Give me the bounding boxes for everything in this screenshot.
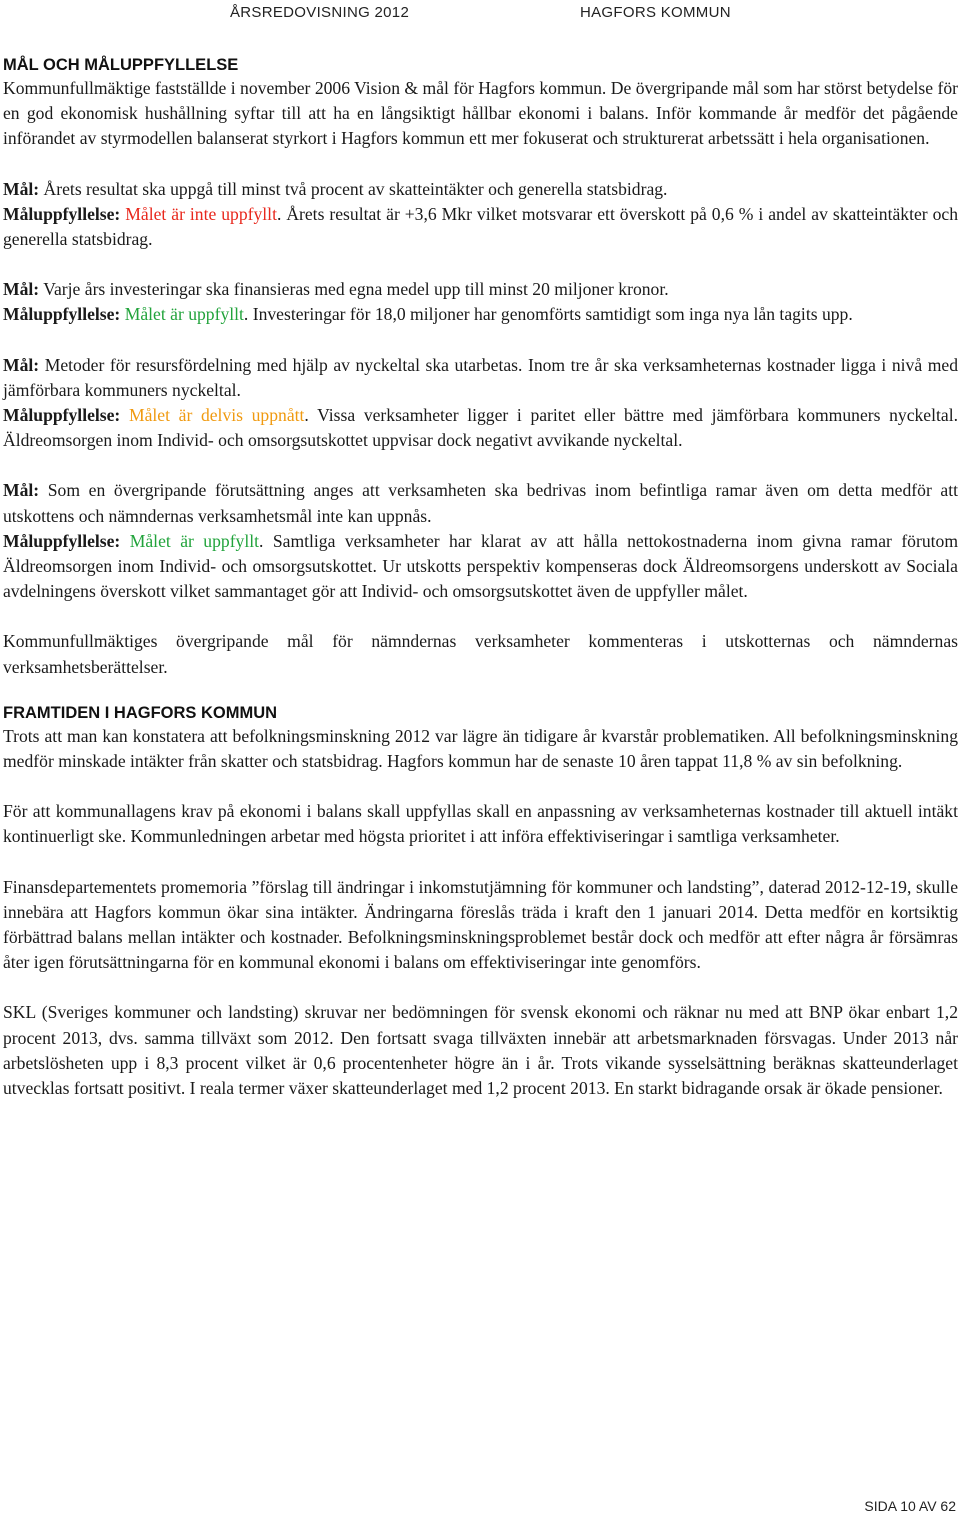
goal-3-fulfilment	[3, 403, 958, 453]
future-paragraph-1: Trots att man kan konstatera att befolkningsminskning 2012 var lägre än tidigare år kvarstår problematiken. All befolkningsminskning medför minskade intäkter från skatter och statsbidrag. Hagfors kommun har de senaste 10 åren tappat 11,8 % av sin befolkning.	[3, 725, 958, 772]
fulfilment-comment: . Investeringar för 18,0 miljoner har genomförts samtidigt som inga nya lån tagits upp.	[243, 304, 853, 325]
goal-text: Som en övergripande förutsättning anges att verksamheten ska bedrivas inom befintliga ramar även om detta medför att utskottens och nämndernas verksamhetsmål inte kan uppnås.	[3, 480, 958, 526]
fulfilment-label: Måluppfyllelse:	[3, 405, 121, 426]
fulfilment-comment: . Årets resultat är +3,6 Mkr vilket motsvarar ett överskott på 0,6 % i andel av skatteintäkter och generella statsbidrag.	[3, 203, 958, 250]
goal-label: Mål:	[3, 279, 40, 300]
goal-4	[3, 478, 958, 528]
goal-text: Årets resultat ska uppgå till minst två procent av skatteintäkter och generella statsbidrag.	[39, 178, 668, 199]
fulfilment-label: Måluppfyllelse:	[3, 203, 121, 224]
future-paragraph-4: SKL (Sveriges kommuner och landsting) skruvar ner bedömningen för svensk ekonomi och räknar nu med att BNP ökar enbart 1,2 procent 2013, dvs. samma tillväxt som 2012. Den fortsatt svaga tillväxten innebär att arbetsmarknaden försvagas. Under 2013 når arbetslösheten upp i 8,3 procent vilket är 0,6 procentenheter högre än i år. Trots vikande sysselsättning beräknas skatteunderlaget utvecklas fortsatt positivt. I reala termer växer skatteunderlaget med 1,2 procent 2013. En starkt bidragande orsak är ökade pensioner.	[3, 1002, 958, 1099]
status-not-fulfilled: Målet är inte uppfyllt	[125, 203, 277, 224]
section-heading-future: FRAMTIDEN I HAGFORS KOMMUN	[3, 703, 278, 722]
fulfilment-label: Måluppfyllelse:	[3, 304, 121, 325]
goal-label: Mål:	[3, 480, 40, 501]
status-partially-fulfilled: Målet är delvis uppnått	[128, 405, 305, 426]
page-number: SIDA 10 AV 62	[864, 1498, 956, 1514]
status-fulfilled: Målet är uppfyllt	[124, 304, 244, 325]
page-header	[0, 0, 960, 34]
goal-2-fulfilment	[3, 302, 958, 327]
goal-4-fulfilment	[3, 529, 958, 605]
goal-label: Mål:	[3, 178, 40, 199]
header-report-title: ÅRSREDOVISNING 2012	[230, 4, 410, 21]
fulfilment-label: Måluppfyllelse:	[3, 530, 121, 551]
fulfilment-comment: . Samtliga verksamheter har klarat av att hålla nettokostnaderna inom givna ramar förutom Äldreomsorgen inom Individ- och omsorgsutskottet. Ur utskotts perspektiv kompenseras dock Äldreomsorgens underskott av Sociala avdelningens överskott vilket sammantaget gör att Individ- och omsorgsutskottet även de uppfyller målet.	[3, 530, 958, 602]
closing-paragraph: Kommunfullmäktiges övergripande mål för nämndernas verksamheter kommenteras i utskotternas och nämndernas verksamhetsberättelser.	[3, 631, 958, 677]
goal-1	[3, 177, 958, 202]
goal-label: Mål:	[3, 354, 40, 375]
future-paragraph-3: Finansdepartementets promemoria ”förslag till ändringar i inkomstutjämning för kommuner och landsting”, daterad 2012-12-19, skulle innebära att Hagfors kommun ökar sina intäkter. Ändringarna föreslås träda i kraft den 1 januari 2014. Detta medför en kortsiktig förbättrad balans mellan intäkter och kostnader. Befolkningsminskningsproblemet består dock och medför att efter några år försämras åter igen förutsättningarna för en kommunal ekonomi i balans om effektiviseringar inte genomförs.	[3, 876, 958, 973]
goal-1-fulfilment	[3, 202, 958, 252]
goal-text: Varje års investeringar ska finansieras med egna medel upp till minst 20 miljoner kronor.	[39, 279, 669, 300]
future-paragraph-2: För att kommunallagens krav på ekonomi i balans skall uppfyllas skall en anpassning av verksamheternas kostnader till aktuell intäkt kontinuerligt ske. Kommunledningen arbetar med högsta prioritet i att införa effektiviseringar i samtliga verksamheter.	[3, 801, 958, 847]
header-municipality: HAGFORS KOMMUN	[580, 4, 731, 21]
goal-text: Metoder för resursfördelning med hjälp av nyckeltal ska utarbetas. Inom tre år ska verksamheternas kostnader ligga i nivå med jämförbara kommuners nyckeltal.	[3, 354, 958, 400]
goal-3	[3, 353, 958, 403]
status-fulfilled: Målet är uppfyllt	[129, 530, 260, 551]
intro-paragraph: Kommunfullmäktige fastställde i november 2006 Vision & mål för Hagfors kommun. De övergripande mål som har störst betydelse för en god ekonomisk hushållning syftar till att ha en långsiktigt hållbar ekonomi i balans. Inför kommande år medför det pågående införandet av styrmodellen balanserat styrkort i Hagfors kommun ett mer fokuserat och strukturerat arbetssätt i hela organisationen.	[3, 78, 958, 149]
section-heading-goals: MÅL OCH MÅLUPPFYLLELSE	[3, 56, 239, 74]
goal-2	[3, 277, 958, 302]
document-body	[3, 54, 958, 1101]
fulfilment-comment: . Vissa verksamheter ligger i paritet eller bättre med jämförbara kommuners nyckeltal. Äldreomsorgen inom Individ- och omsorgsutskottet uppvisar dock negativt avvikande nyckeltal.	[3, 405, 958, 451]
